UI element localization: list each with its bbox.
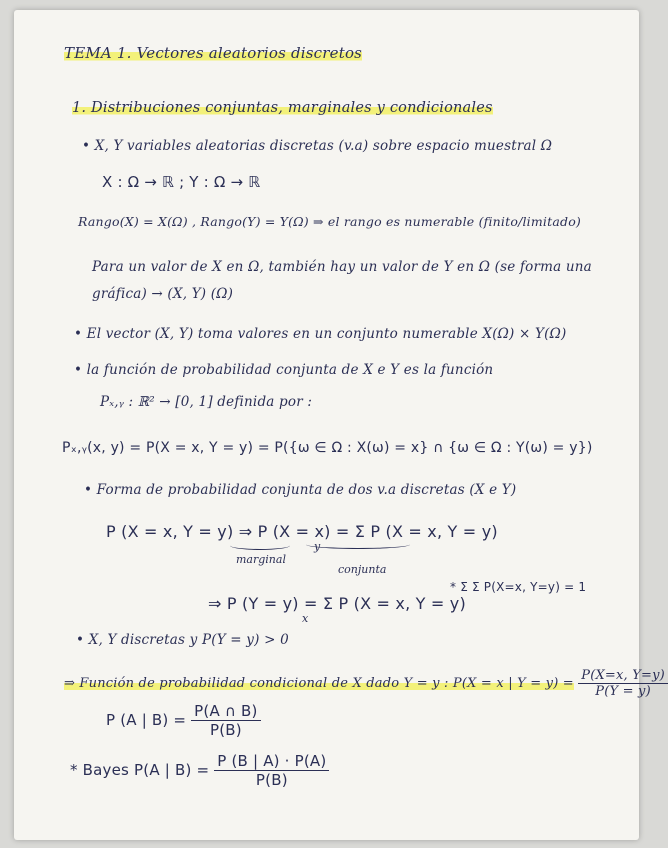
- marginal-formula: P (X = x, Y = y) ⇒ P (X = x) = Σ P (X = x, Y = y): [106, 522, 498, 541]
- note-line-13: • X, Y discretas y P(Y = y) > 0: [76, 632, 289, 648]
- marginal-y-formula: ⇒ P (Y = y) = Σ P (X = x, Y = y): [208, 594, 466, 613]
- conjunta-label: conjunta: [338, 563, 387, 576]
- note-line-7: • la función de probabilidad conjunta de X e Y es la función: [74, 362, 494, 378]
- conditional-prob-denominator: P(B): [209, 721, 242, 739]
- note-line-2: X : Ω → ℝ ; Y : Ω → ℝ: [102, 173, 261, 191]
- marginal-label: marginal: [236, 553, 286, 566]
- conjunta-underline: [306, 540, 410, 549]
- note-line-10: • Forma de probabilidad conjunta de dos v.a discretas (X e Y): [84, 482, 517, 498]
- conditional-denominator: P(Y = y): [595, 684, 651, 699]
- conditional-fraction: [578, 668, 668, 699]
- note-line-5: gráfica) → (X, Y) (Ω): [92, 286, 234, 302]
- conditional-function-text: ⇒ Función de probabilidad condicional de X dado Y = y : P(X = x | Y = y) =: [64, 676, 574, 691]
- note-line-9: Pₓ,ᵧ(x, y) = P(X = x, Y = y) = P({ω ∈ Ω : X(ω) = x} ∩ {ω ∈ Ω : Y(ω) = y}): [62, 440, 593, 456]
- note-line-8: Pₓ,ᵧ : ℝ² → [0, 1] definida por :: [100, 394, 313, 410]
- note-line-6: • El vector (X, Y) toma valores en un conjunto numerable X(Ω) × Y(Ω): [74, 326, 567, 342]
- sum-equals-one-note: * Σ Σ P(X=x, Y=y) = 1: [450, 580, 587, 594]
- conditional-function-line: [64, 668, 668, 699]
- conditional-prob-numerator: P(A ∩ B): [191, 702, 260, 721]
- marginal-formula-sum-index: y: [314, 540, 321, 553]
- page-title: TEMA 1. Vectores aleatorios discretos: [64, 44, 363, 62]
- bayes-lhs: * Bayes P(A | B) =: [70, 761, 210, 779]
- bayes-numerator: P (B | A) · P(A): [214, 752, 329, 771]
- conditional-prob-formula: [106, 702, 261, 739]
- conditional-numerator: P(X=x, Y=y): [578, 668, 668, 684]
- conditional-prob-fraction: [191, 702, 260, 739]
- marginal-y-sum-index: x: [302, 612, 309, 625]
- notebook-page: [14, 10, 665, 840]
- bayes-fraction: [214, 752, 329, 789]
- bayes-formula: [70, 752, 329, 789]
- note-line-4: Para un valor de X en Ω, también hay un valor de Y en Ω (se forma una: [92, 259, 592, 275]
- note-line-3: Rango(X) = X(Ω) , Rango(Y) = Y(Ω) ⇒ el rango es numerable (finito/limitado): [78, 214, 582, 229]
- section-heading: 1. Distribuciones conjuntas, marginales y condicionales: [72, 100, 493, 116]
- marginal-underline: [230, 541, 290, 550]
- bayes-denominator: P(B): [255, 771, 288, 789]
- conditional-prob-lhs: P (A | B) =: [106, 711, 187, 729]
- note-line-1: • X, Y variables aleatorias discretas (v.a) sobre espacio muestral Ω: [82, 138, 553, 154]
